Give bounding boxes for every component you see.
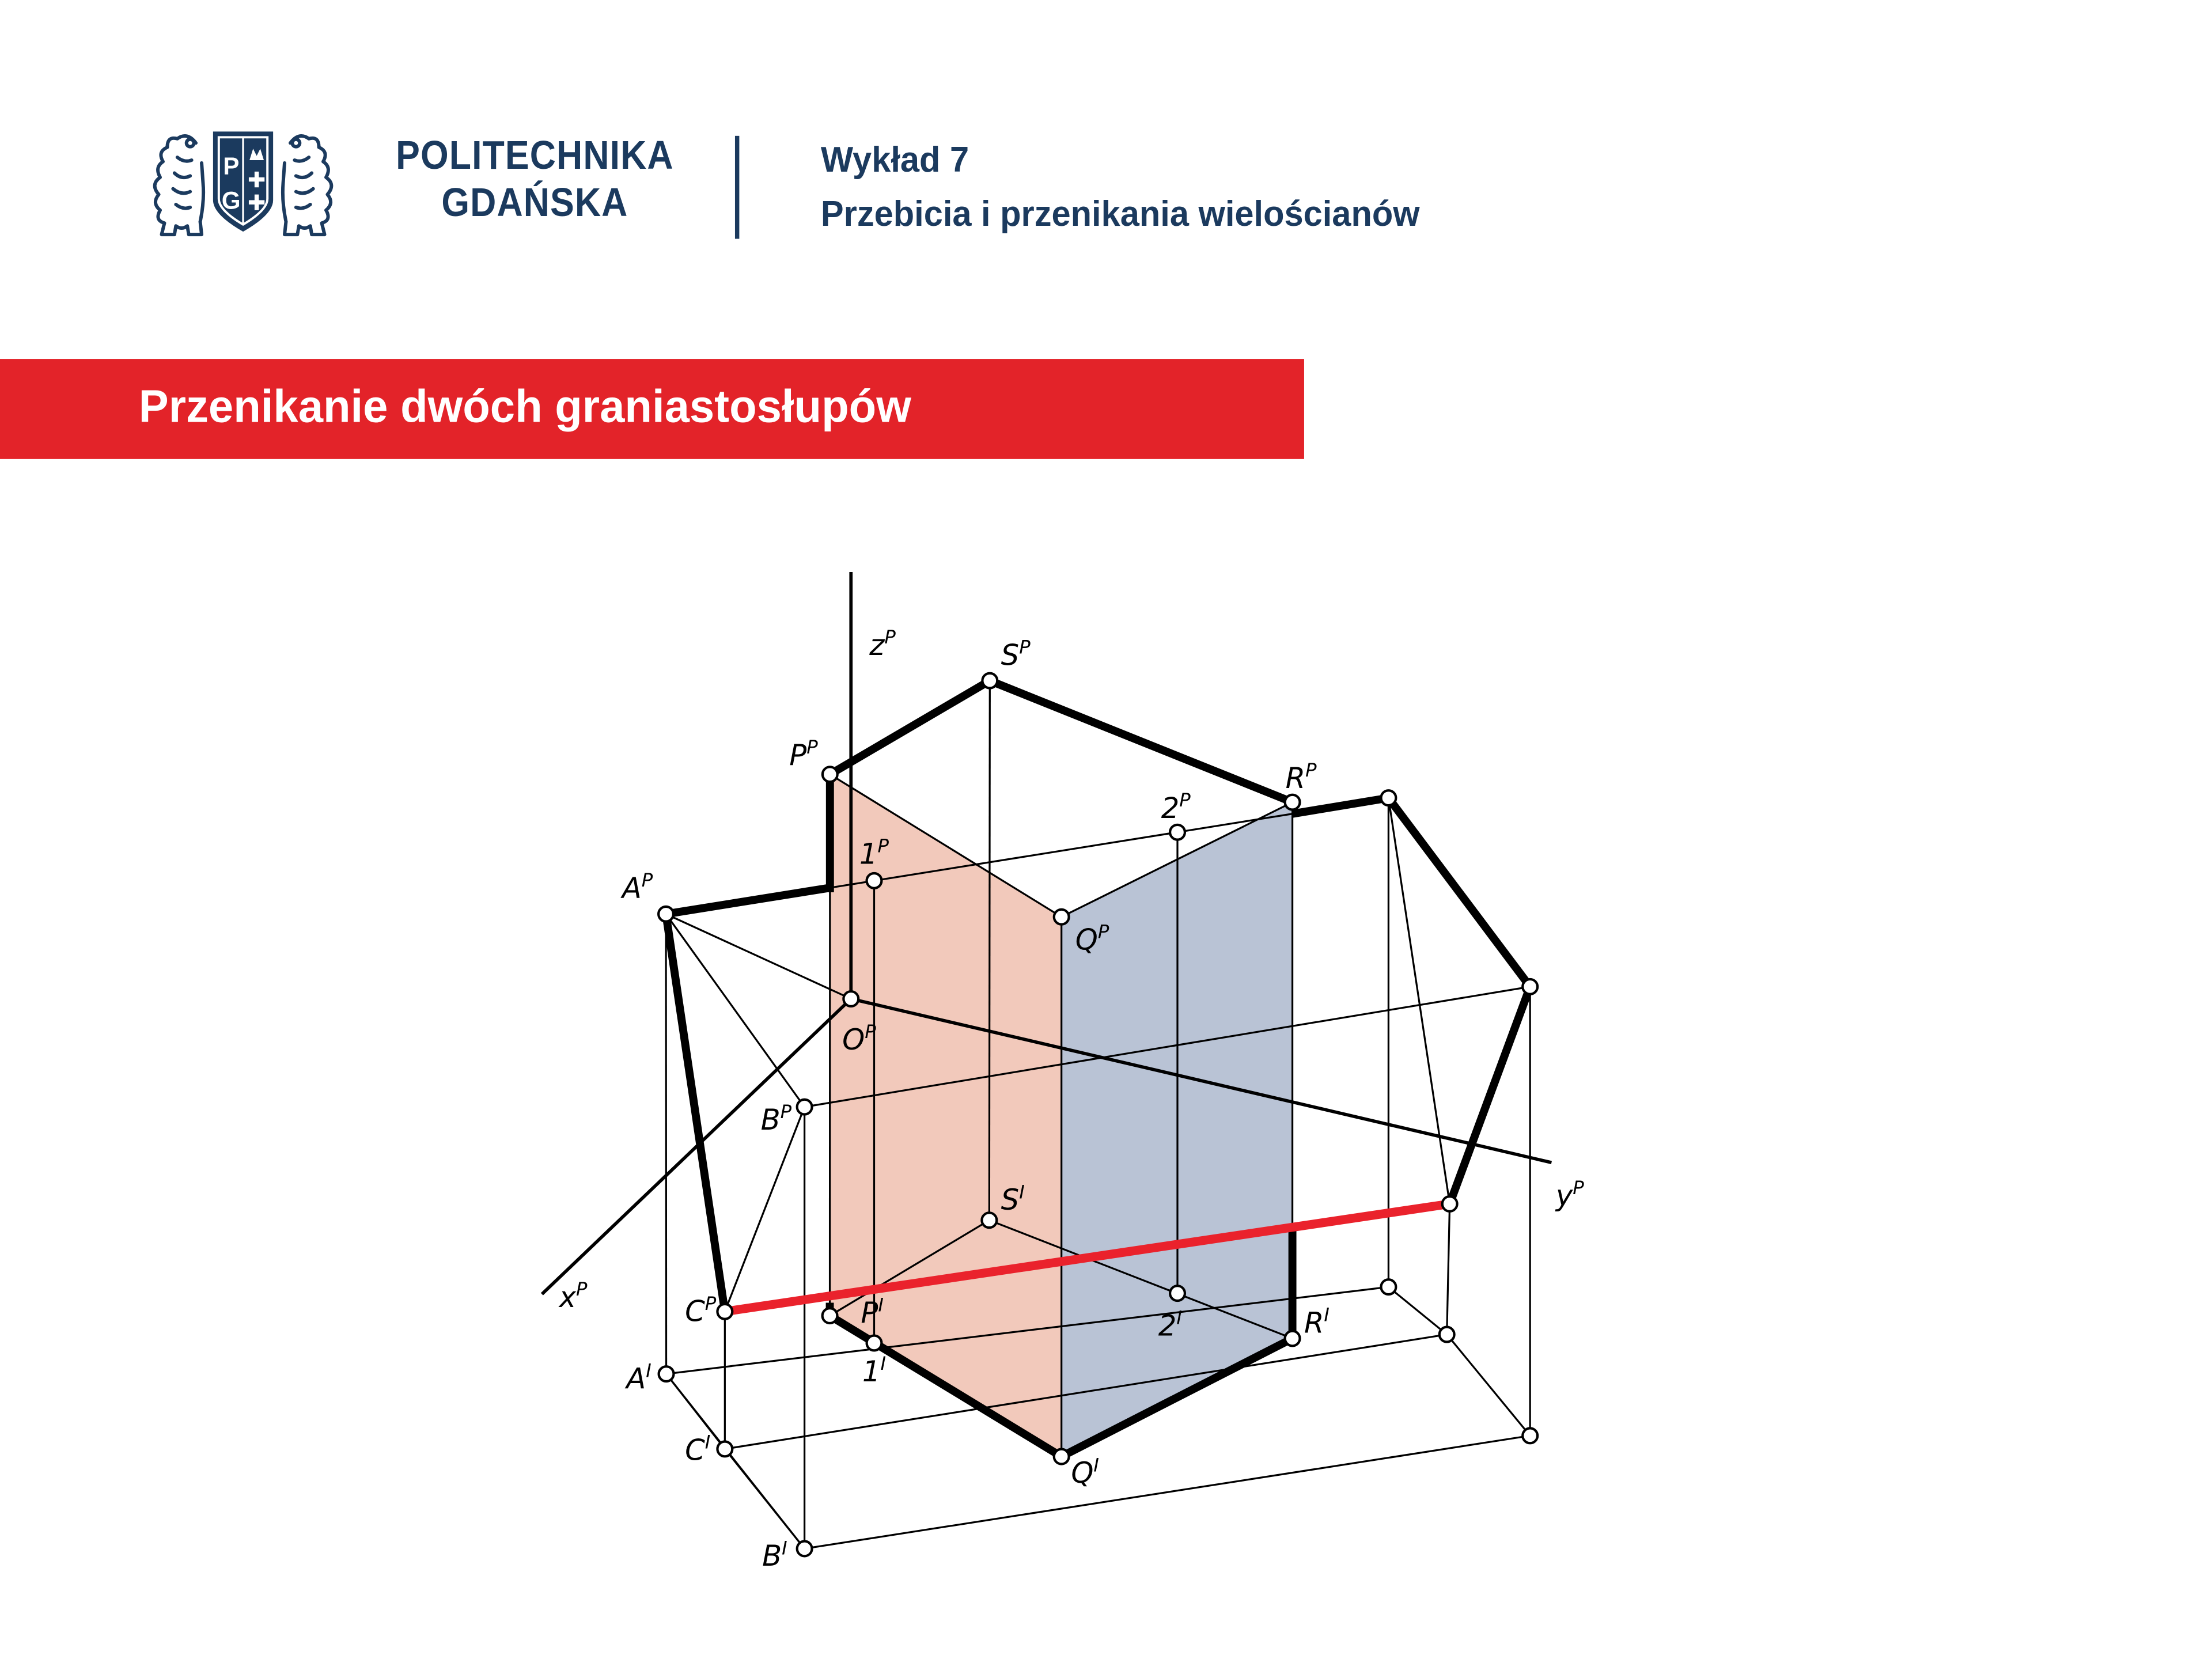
vertex-dot [1522, 979, 1537, 994]
vertex-dot [1170, 1286, 1185, 1301]
university-name-line2: GDAŃSKA [441, 180, 628, 225]
vertex-dot [658, 907, 673, 922]
label-1-P: $1^P$ [859, 835, 889, 871]
edge-line [666, 914, 725, 1312]
face-P-Q [830, 774, 1062, 1456]
lecture-number: Wykład 7 [820, 140, 969, 180]
label-C-P: $C^P$ [685, 1292, 717, 1328]
vertex-dot [843, 991, 858, 1006]
label-A-I: $A^I$ [626, 1359, 652, 1396]
construction-line [666, 914, 851, 999]
label-S-I: $S^I$ [1001, 1181, 1025, 1217]
vertex-dot [823, 767, 838, 782]
label-R-P: $R^P$ [1285, 759, 1317, 795]
vertex-dot [982, 1213, 997, 1228]
construction-line [805, 1435, 1531, 1548]
vertex-dot [1285, 1331, 1300, 1346]
vertex-dot [867, 873, 882, 888]
edge-line [990, 681, 1292, 802]
lecture-subject: Przebicia i przenikania wielościanów [820, 194, 1420, 235]
label-P-P: $P^P$ [789, 736, 818, 772]
edge-line [830, 681, 990, 775]
label-Q-I: $Q^I$ [1071, 1454, 1099, 1490]
construction-line [989, 681, 990, 1221]
label-Q-P: $Q^P$ [1075, 921, 1109, 957]
label-P-I: $P^I$ [861, 1294, 884, 1330]
label-C-I: $C^I$ [685, 1431, 711, 1467]
label-R-I: $R^I$ [1304, 1304, 1330, 1340]
label-2-I: $2^I$ [1158, 1306, 1182, 1343]
vertex-dot [797, 1100, 812, 1115]
construction-line [725, 1449, 804, 1548]
edge-line [1450, 987, 1531, 1204]
label-y-P: $y^P$ [1555, 1176, 1584, 1213]
vertex-dot [1054, 910, 1069, 925]
vertex-dot [717, 1442, 732, 1457]
label-1-I: $1^I$ [862, 1353, 886, 1388]
label-S-P: $S^P$ [1001, 636, 1031, 672]
construction-line [1388, 1287, 1446, 1334]
university-name-line1: POLITECHNIKA [396, 132, 674, 177]
vertex-dot [867, 1336, 882, 1351]
vertex-dot [717, 1304, 732, 1319]
label-2-P: $2^P$ [1161, 789, 1191, 825]
vertex-dot [1170, 825, 1185, 840]
vertex-dot [1522, 1428, 1537, 1443]
shield-letter-p: P [223, 152, 240, 180]
vertex-dot [982, 673, 997, 688]
label-z-P: $z^P$ [869, 626, 896, 662]
vertex-dot [1054, 1449, 1069, 1464]
label-B-P: $B^P$ [760, 1101, 792, 1137]
vertex-dot [797, 1541, 812, 1556]
edge-line [666, 888, 831, 914]
label-B-I: $B^I$ [762, 1537, 787, 1573]
vertex-dot [1285, 795, 1300, 810]
vertex-dot [823, 1308, 838, 1323]
construction-line [1447, 1204, 1450, 1335]
construction-line [1447, 1335, 1530, 1436]
vertex-dot [1381, 1279, 1396, 1294]
vertex-dot [1440, 1327, 1455, 1342]
edge-line [1388, 798, 1530, 987]
edge-line [1293, 798, 1389, 814]
vertex-dot [659, 1366, 674, 1381]
shield-letter-g: G [221, 187, 241, 214]
label-A-P: $A^P$ [622, 869, 653, 905]
construction-line [725, 1107, 804, 1312]
label-O-P: $O^P$ [842, 1021, 876, 1057]
vertex-dot [1442, 1196, 1457, 1211]
label-x-P: $x^P$ [559, 1278, 588, 1314]
vertex-dot [1381, 790, 1396, 805]
slide-title: Przenikanie dwóch graniastosłupów [138, 380, 911, 432]
